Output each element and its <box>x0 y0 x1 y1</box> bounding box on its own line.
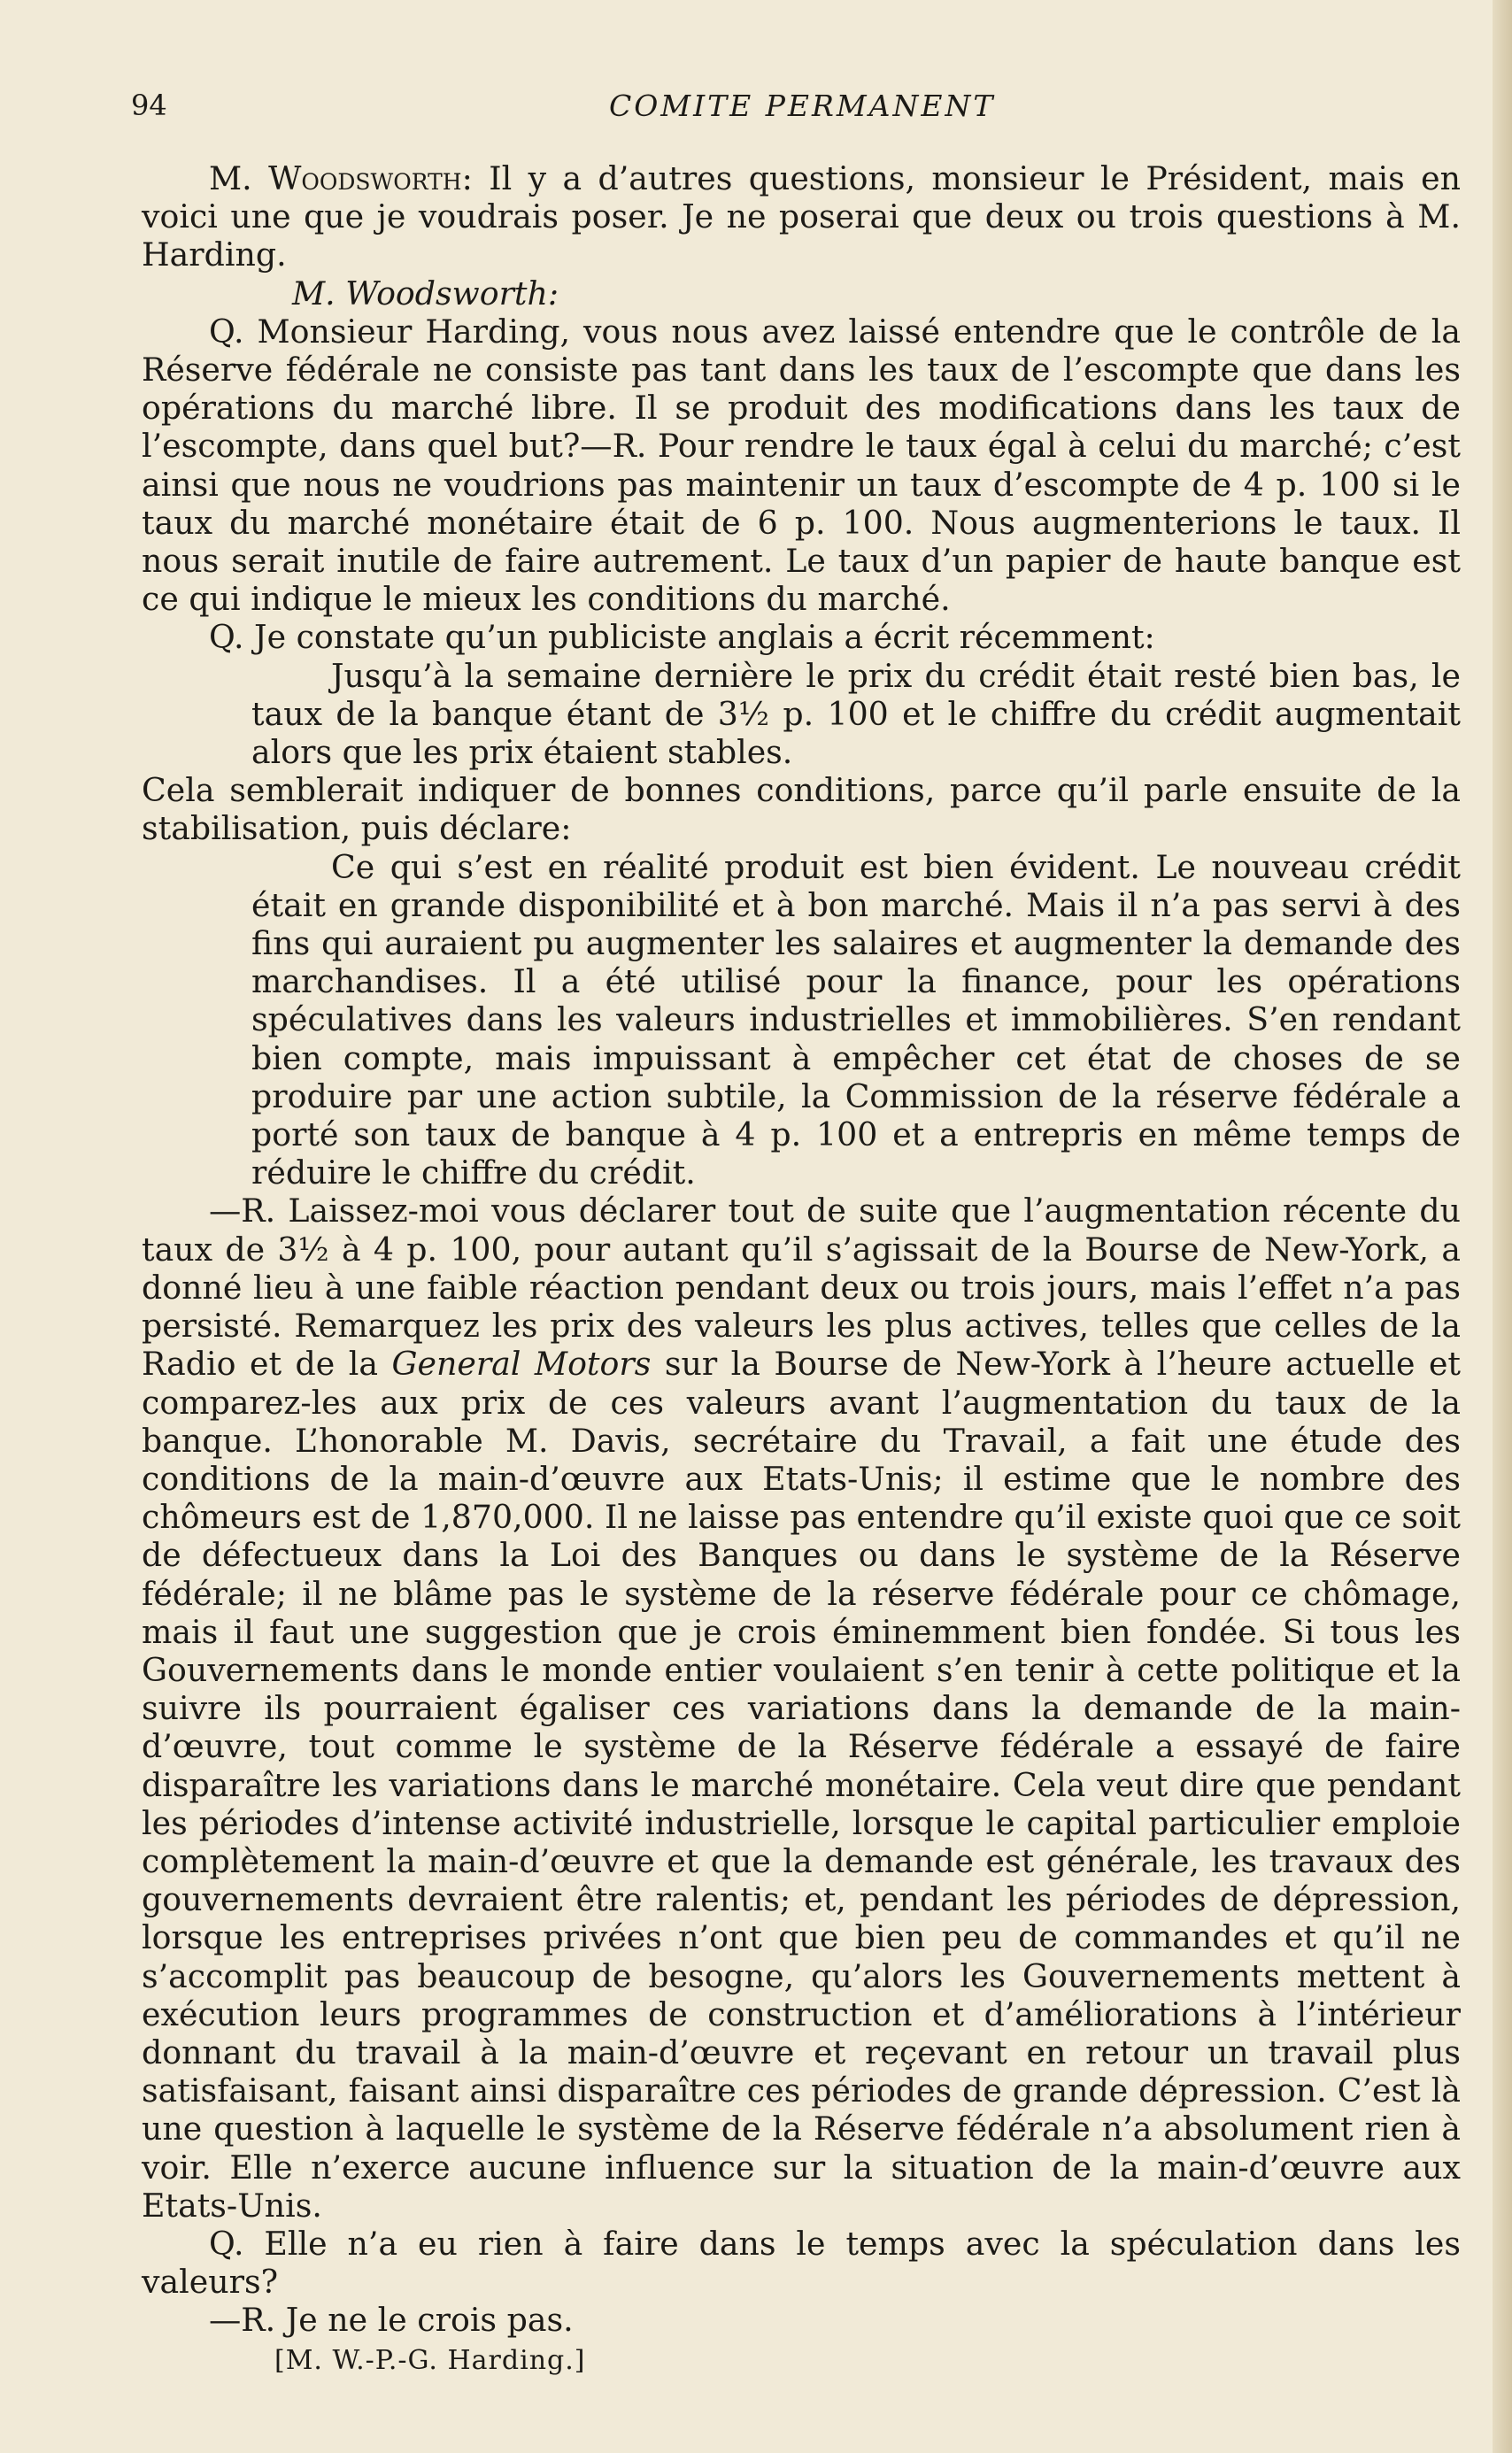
paragraph-text: : Il y a d’autres questions, monsieur le Président, mais en voici une que je voudrais poser. Je ne poserai que deux ou trois questions à M. Harding. <box>142 159 1461 274</box>
running-head: COMITE PERMANENT <box>609 89 996 123</box>
paragraph-question-1: Q. Monsieur Harding, vous nous avez laissé entendre que le contrôle de la Réserve fédérale ne consiste pas tant dans les taux de l’escompte que dans les opérations du marché libre. Il se produit des modifications dans les taux de l’escompte, dans quel but?—R. Pour rendre le taux égal à celui du marché; c’est ainsi que nous ne voudrions pas maintenir un taux d’escompte de 4 p. 100 si le taux du marché monétaire était de 6 p. 100. Nous augmenterions le taux. Il nous serait inutile de faire autrement. Le taux d’un papier de haute banque est ce qui indique le mieux les conditions du marché. <box>142 312 1461 619</box>
paragraph-answer-2: —R. Je ne le crois pas. <box>209 2301 574 2340</box>
page-edge-shadow <box>1493 0 1512 2453</box>
speaker-heading: M. Woodsworth: <box>292 274 559 312</box>
paragraph-woodsworth-intro <box>142 159 1461 274</box>
page-number: 94 <box>131 89 167 122</box>
answer-text-part-1: —R. Laissez-moi vous déclarer tout de suite que l’augmentation récente du taux de 3½ à 4 p. 100, pour autant qu’il s’agissait de la Bourse de New-York, a donné lieu à une faible réaction pendant deux ou trois jours, mais l’effet n’a pas persisté. Remarquez les prix des valeurs les plus actives, telles que celles de la Radio et de la <box>142 1192 1461 1384</box>
page-header <box>131 89 1459 133</box>
block-quote-1: Jusqu’à la semaine dernière le prix du crédit était resté bien bas, le taux de la banque étant de 3½ p. 100 et le chiffre du crédit augmentait alors que les prix étaient stables. <box>251 656 1461 772</box>
block-quote-2: Ce qui s’est en réalité produit est bien évident. Le nouveau crédit était en grande disponibilité et à bon marché. Mais il n’a pas servi à des fins qui auraient pu augmenter les salaires et augmenter la demande des marchandises. Il a été utilisé pour la finance, pour les opérations spéculatives dans les valeurs industrielles et immobilières. S’en rendant bien compte, mais impuissant à empêcher cet état de choses de se produire par une action subtile, la Commission de la réserve fédérale a porté son taux de banque à 4 p. 100 et a entrepris en même temps de réduire le chiffre du crédit. <box>251 847 1461 1192</box>
page-body <box>142 159 1461 2379</box>
speaker-name: M. Woodsworth <box>209 159 462 197</box>
paragraph-question-3: Q. Elle n’a eu rien à faire dans le temps avec la spéculation dans les valeurs? <box>142 2224 1461 2302</box>
answer-italic-name: General Motors <box>391 1345 652 1384</box>
signature-line: [M. W.-P.-G. Harding.] <box>274 2344 586 2376</box>
answer-text-part-2: sur la Bourse de New-York à l’heure actuelle et comparez-les aux prix de ces valeurs avant l’augmentation du taux de la banque. L’honorable M. Davis, secrétaire du Travail, a fait une étude des conditions de la main-d’œuvre aux Etats-Unis; il estime que le nombre des chômeurs est de 1,870,000. Il ne laisse pas entendre qu’il existe quoi que ce soit de défectueux dans la Loi des Banques ou dans le système de la Réserve fédérale; il ne blâme pas le système de la réserve fédérale pour ce chômage, mais il faut une suggestion que je crois éminemment bien fondée. Si tous les Gouvernements dans le monde entier voulaient s’en tenir à cette politique et la suivre ils pourraient égaliser ces variations dans la demande de la main-d’œuvre, tout comme le système de la Réserve fédérale a essayé de faire disparaître les variations dans le marché monétaire. Cela veut dire que pendant les périodes d’intense activité industrielle, lorsque le capital particulier emploie complètement la main-d’œuvre et que la demande est générale, les travaux des gouvernements devraient être ralentis; et, pendant les périodes de dépression, lorsque les entreprises privées n’ont que bien peu de commandes et qu’il ne s’accomplit pas beaucoup de besogne, qu’alors les Gouvernements mettent à exécution leurs programmes de construction et d’améliorations à l’intérieur donnant du travail à la main-d’œuvre et reçevant en retour un travail plus satisfaisant, faisant ainsi disparaître ces périodes de grande dépression. C’est là une question à laquelle le système de la Réserve fédérale n’a absolument rien à voir. Elle n’exerce aucune influence sur la situation de la main-d’œuvre aux Etats-Unis. <box>142 1345 1462 2225</box>
paragraph-commentary: Cela semblerait indiquer de bonnes conditions, parce qu’il parle ensuite de la stabilisation, puis déclare: <box>142 771 1461 848</box>
paragraph-question-2: Q. Je constate qu’un publiciste anglais a écrit récemment: <box>209 618 1155 657</box>
paragraph-answer <box>142 1192 1461 2224</box>
